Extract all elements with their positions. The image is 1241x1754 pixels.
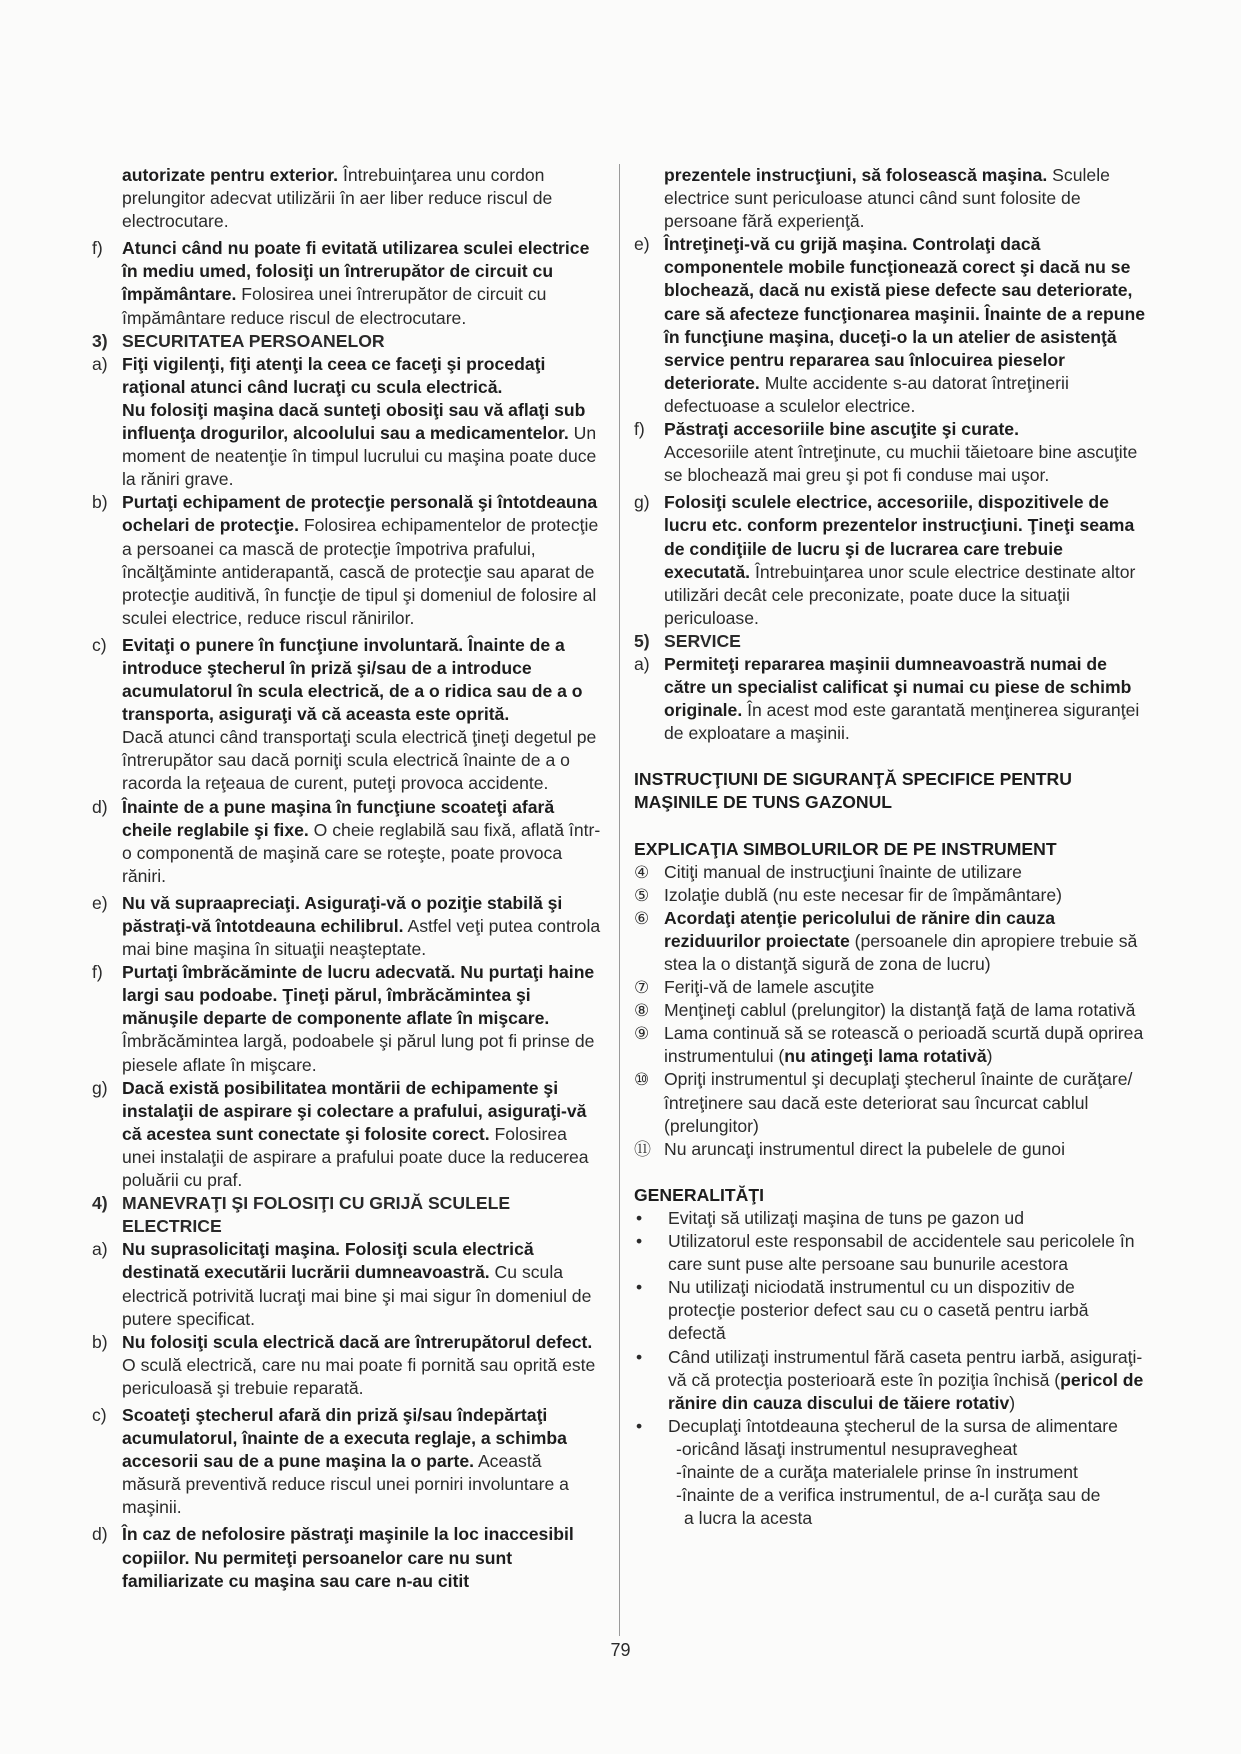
paragraph-outdoor-cord: autorizate pentru exterior. Întrebuinţarea unu cordon prelungitor adecvat utilizării în aer liber reduce riscul de electrocutare.: [122, 165, 553, 232]
item-d-store-away-from-children: d) În caz de nefolosire păstraţi maşinile la loc inaccesibil copiilor. Nu permiteţi persoanelor care nu sunt familiarizate cu maşina sau care n-au citit: [92, 1524, 574, 1591]
symbol-4-icon: ④: [634, 862, 650, 882]
left-column: [92, 164, 604, 1593]
item-f-residual-current: f) Atunci când nu poate fi evitată utilizarea sculei electrice în mediu umed, folosiţi un întrerupător de circuit cu împământare. Folosirea unei întrerupător de circuit cu împământare reduce riscul de electrocutare.: [92, 238, 590, 328]
symbol-7-icon: ⑦: [634, 978, 650, 998]
symbol-item-9: ⑨ Lama continuă să se rotească o perioadă scurtă după oprirea instrumentului (nu atingeţi lama rotativă): [634, 1023, 1144, 1067]
right-column: [634, 164, 1146, 1530]
bullet-icon: •: [636, 1277, 643, 1298]
item-c-unintentional-start: c) Evitaţi o punere în funcţiune involuntară. Înainte de a introduce ştecherul în priză şi/sau de a introduce acumulatorul în scula electrică, de a o ridica sau de a o transporta, asiguraţi vă că aceasta este oprită. Dacă atunci când transportaţi scula electrică ţineţi degetul pe întrerupător sau dacă porniţi scula electrică înainte de a o racorda la reţeaua de curent, puteţi provoca accidente.: [92, 634, 597, 794]
bullet-item: • Decuplaţi întotdeauna ştecherul de la sursa de alimentare: [634, 1415, 1146, 1438]
symbol-item-8: ⑧ Menţineţi cablul (prelungitor) la distanţă faţă de lama rotativă: [634, 999, 1146, 1022]
item-f-dress-properly: f) Purtaţi îmbrăcăminte de lucru adecvată. Nu purtaţi haine largi sau podoabe. Ţineţi părul, îmbrăcămintea şi mănuşile departe de componente aflate în mişcare. Îmbrăcămintea largă, podoabele şi părul lung pot fi prinse de piesele aflate în mişcare.: [92, 962, 595, 1075]
symbol-item-7: ⑦ Feriţi-vă de lamele ascuţite: [634, 976, 1146, 999]
section-5-heading: 5) SERVICE: [634, 630, 741, 651]
symbol-11-icon: ⑪: [634, 1139, 651, 1159]
page-number: 79: [610, 1640, 631, 1660]
item-f-keep-sharp: f) Păstraţi accesoriile bine ascuţite şi curate. Accesoriile atent întreţinute, cu muchii tăietoare bine ascuţite se blochează mai greu şi pot fi conduse mai uşor.: [634, 419, 1138, 486]
dash-item: -înainte de a curăţa materialele prinse în instrument: [676, 1461, 1078, 1482]
section-4-heading: 4) MANEVRAŢI ŞI FOLOSIŢI CU GRIJĂ SCULELE ELECTRICE: [92, 1193, 511, 1237]
item-label: f): [92, 238, 103, 259]
bullet-icon: •: [636, 1207, 643, 1228]
item-e-maintain-tools: e) Întreţineţi-vă cu grijă maşina. Controlaţi dacă componentele mobile funcţionează corect şi dacă nu se blochează, dacă nu există piese defecte sau deteriorate, care să afecteze funcţionarea maşinii. Înainte de a repune în funcţiune maşina, duceţi-o la un atelier de asistenţă service pentru repararea sau înlocuirea pieselor deteriorate. Multe accidente s-au datorat întreţinerii defectuoase a sculelor electrice.: [634, 234, 1146, 416]
bullet-icon: •: [636, 1231, 643, 1252]
paragraph-inexperienced-users: prezentele instrucţiuni, să folosească maşina. Sculele electrice sunt periculoase atunci când sunt folosite de persoane fără experienţă.: [664, 165, 1110, 232]
column-divider: [619, 164, 620, 1636]
general-heading: GENERALITĂŢI: [634, 1184, 764, 1205]
item-a-do-not-force: a) Nu suprasolicitaţi maşina. Folosiţi scula electrică destinată executării lucrării dumneavoastră. Cu scula electrică potrivită lucraţi mai bine şi mai sigur în domeniul de putere specificat.: [92, 1239, 592, 1329]
section-3-heading: 3) SECURITATEA PERSOANELOR: [92, 330, 385, 351]
item-a-stay-alert: a) Fiţi vigilenţi, fiţi atenţi la ceea ce faceţi şi procedaţi raţional atunci când lucraţi cu scula electrică. Nu folosiţi maşina dacă sunteţi obosiţi sau vă aflaţi sub influenţa drogurilor, alcoolului sau a medicamentelor. Un moment de neatenţie în timpul lucrului cu maşina poate duce la răniri grave.: [92, 353, 597, 490]
symbol-10-icon: ⑩: [634, 1070, 650, 1090]
bullet-icon: •: [636, 1346, 643, 1367]
symbol-6-icon: ⑥: [634, 908, 650, 928]
item-b-protective-equipment: b) Purtaţi echipament de protecţie personală şi întotdeauna ochelari de protecţie. Folosirea echipamentelor de protecţie a persoanei ca mască de protecţie împotriva prafului, încălţăminte antiderapantă, cască de protecţie sau aparat de protecţie auditivă, în funcţie de tipul şi domeniul de folosire al sculei electrice, reduce riscul rănirilor.: [92, 492, 599, 628]
symbol-5-icon: ⑤: [634, 885, 650, 905]
symbol-item-4: ④ Citiţi manual de instrucţiuni înainte de utilizare: [634, 861, 1146, 884]
bullet-icon: •: [636, 1415, 643, 1436]
item-g-dust-extraction: g) Dacă există posibilitatea montării de echipamente şi instalaţii de aspirare şi colectare a prafului, asiguraţi-vă că acestea sunt conectate şi folosite corect. Folosirea unei instalaţii de aspirare a prafului poate duce la reducerea poluării cu praf.: [92, 1077, 589, 1191]
symbol-9-icon: ⑨: [634, 1024, 650, 1044]
symbol-item-6: ⑥ Acordaţi atenţie pericolului de rănire din cauza reziduurilor proiectate (persoanele din apropiere trebuie să stea la o distanţă sigură de zona de lucru): [634, 907, 1138, 974]
item-c-disconnect-plug: c) Scoateţi ştecherul afară din priză şi/sau îndepărtaţi acumulatorul, înainte de a executa reglaje, a schimba accesorii sau de a pune maşina la o parte. Această măsură preventivă reduce riscul unei porniri involuntare a maşinii.: [92, 1404, 569, 1518]
symbol-8-icon: ⑧: [634, 1001, 650, 1021]
symbols-heading: EXPLICAŢIA SIMBOLURILOR DE PE INSTRUMENT: [634, 838, 1057, 859]
item-b-defective-switch: b) Nu folosiţi scula electrică dacă are întrerupătorul defect. O sculă electrică, care nu mai poate fi pornită sau oprită este periculoasă şi trebuie reparată.: [92, 1331, 596, 1398]
dash-item-continuation: a lucra la acesta: [684, 1508, 813, 1529]
bullet-item: • Utilizatorul este responsabil de accidentele sau pericolele în care sunt puse alte persoane sau bunurile acestora: [636, 1231, 1135, 1275]
lawnmower-safety-heading: INSTRUCŢIUNI DE SIGURANŢĂ SPECIFICE PENTRU MAŞINILE DE TUNS GAZONUL: [634, 769, 1072, 813]
symbol-item-10: ⑩ Opriţi instrumentul şi decuplaţi ştecherul înainte de curăţare/întreţinere sau dacă este deteriorat sau încurcat cablul (prelungitor): [634, 1069, 1133, 1136]
item-d-remove-keys: d) Înainte de a pune maşina în funcţiune scoateţi afară cheile reglabile şi fixe. O cheie reglabilă sau fixă, aflată într-o componentă de maşină care se roteşte, poate provoca răniri.: [92, 796, 601, 886]
item-g-use-accordingly: g) Folosiţi sculele electrice, accesoriile, dispozitivele de lucru etc. conform prezentelor instrucţiuni. Ţineţi seama de condiţiile de lucru şi de lucrarea care trebuie executată. Întrebuinţarea unor scule electrice destinate altor utilizări decât cele preconizate, poate duce la situaţii periculoase.: [634, 492, 1136, 628]
dash-item: -oricând lăsaţi instrumentul nesupravegheat: [676, 1438, 1018, 1459]
item-a-service: a) Permiteţi repararea maşinii dumneavoastră numai de către un specialist calificat şi numai cu piese de schimb originale. În acest mod este garantată menţinerea siguranţei de exploatare a maşinii.: [634, 653, 1140, 744]
symbol-item-5: ⑤ Izolaţie dublă (nu este necesar fir de împământare): [634, 884, 1146, 907]
symbol-item-11: ⑪ Nu aruncaţi instrumentul direct la pubelele de gunoi: [634, 1138, 1146, 1161]
bullet-item: • Evitaţi să utilizaţi maşina de tuns pe gazon ud: [634, 1207, 1146, 1230]
bullet-item: • Nu utilizaţi niciodată instrumentul cu un dispozitiv de protecţie posterior defect sau cu o casetă pentru iarbă defectă: [636, 1277, 1089, 1344]
bullet-item: • Când utilizaţi instrumentul fără caseta pentru iarbă, asiguraţi-vă că protecţia posterioară este în poziţia închisă (pericol de rănire din cauza discului de tăiere rotativ): [636, 1346, 1144, 1413]
item-e-do-not-overreach: e) Nu vă supraapreciaţi. Asiguraţi-vă o poziţie stabilă şi păstraţi-vă întotdeauna echilibrul. Astfel veţi putea controla mai bine maşina în situaţii neaşteptate.: [92, 892, 601, 960]
dash-item: -înainte de a verifica instrumentul, de a-l curăţa sau de: [676, 1485, 1101, 1506]
